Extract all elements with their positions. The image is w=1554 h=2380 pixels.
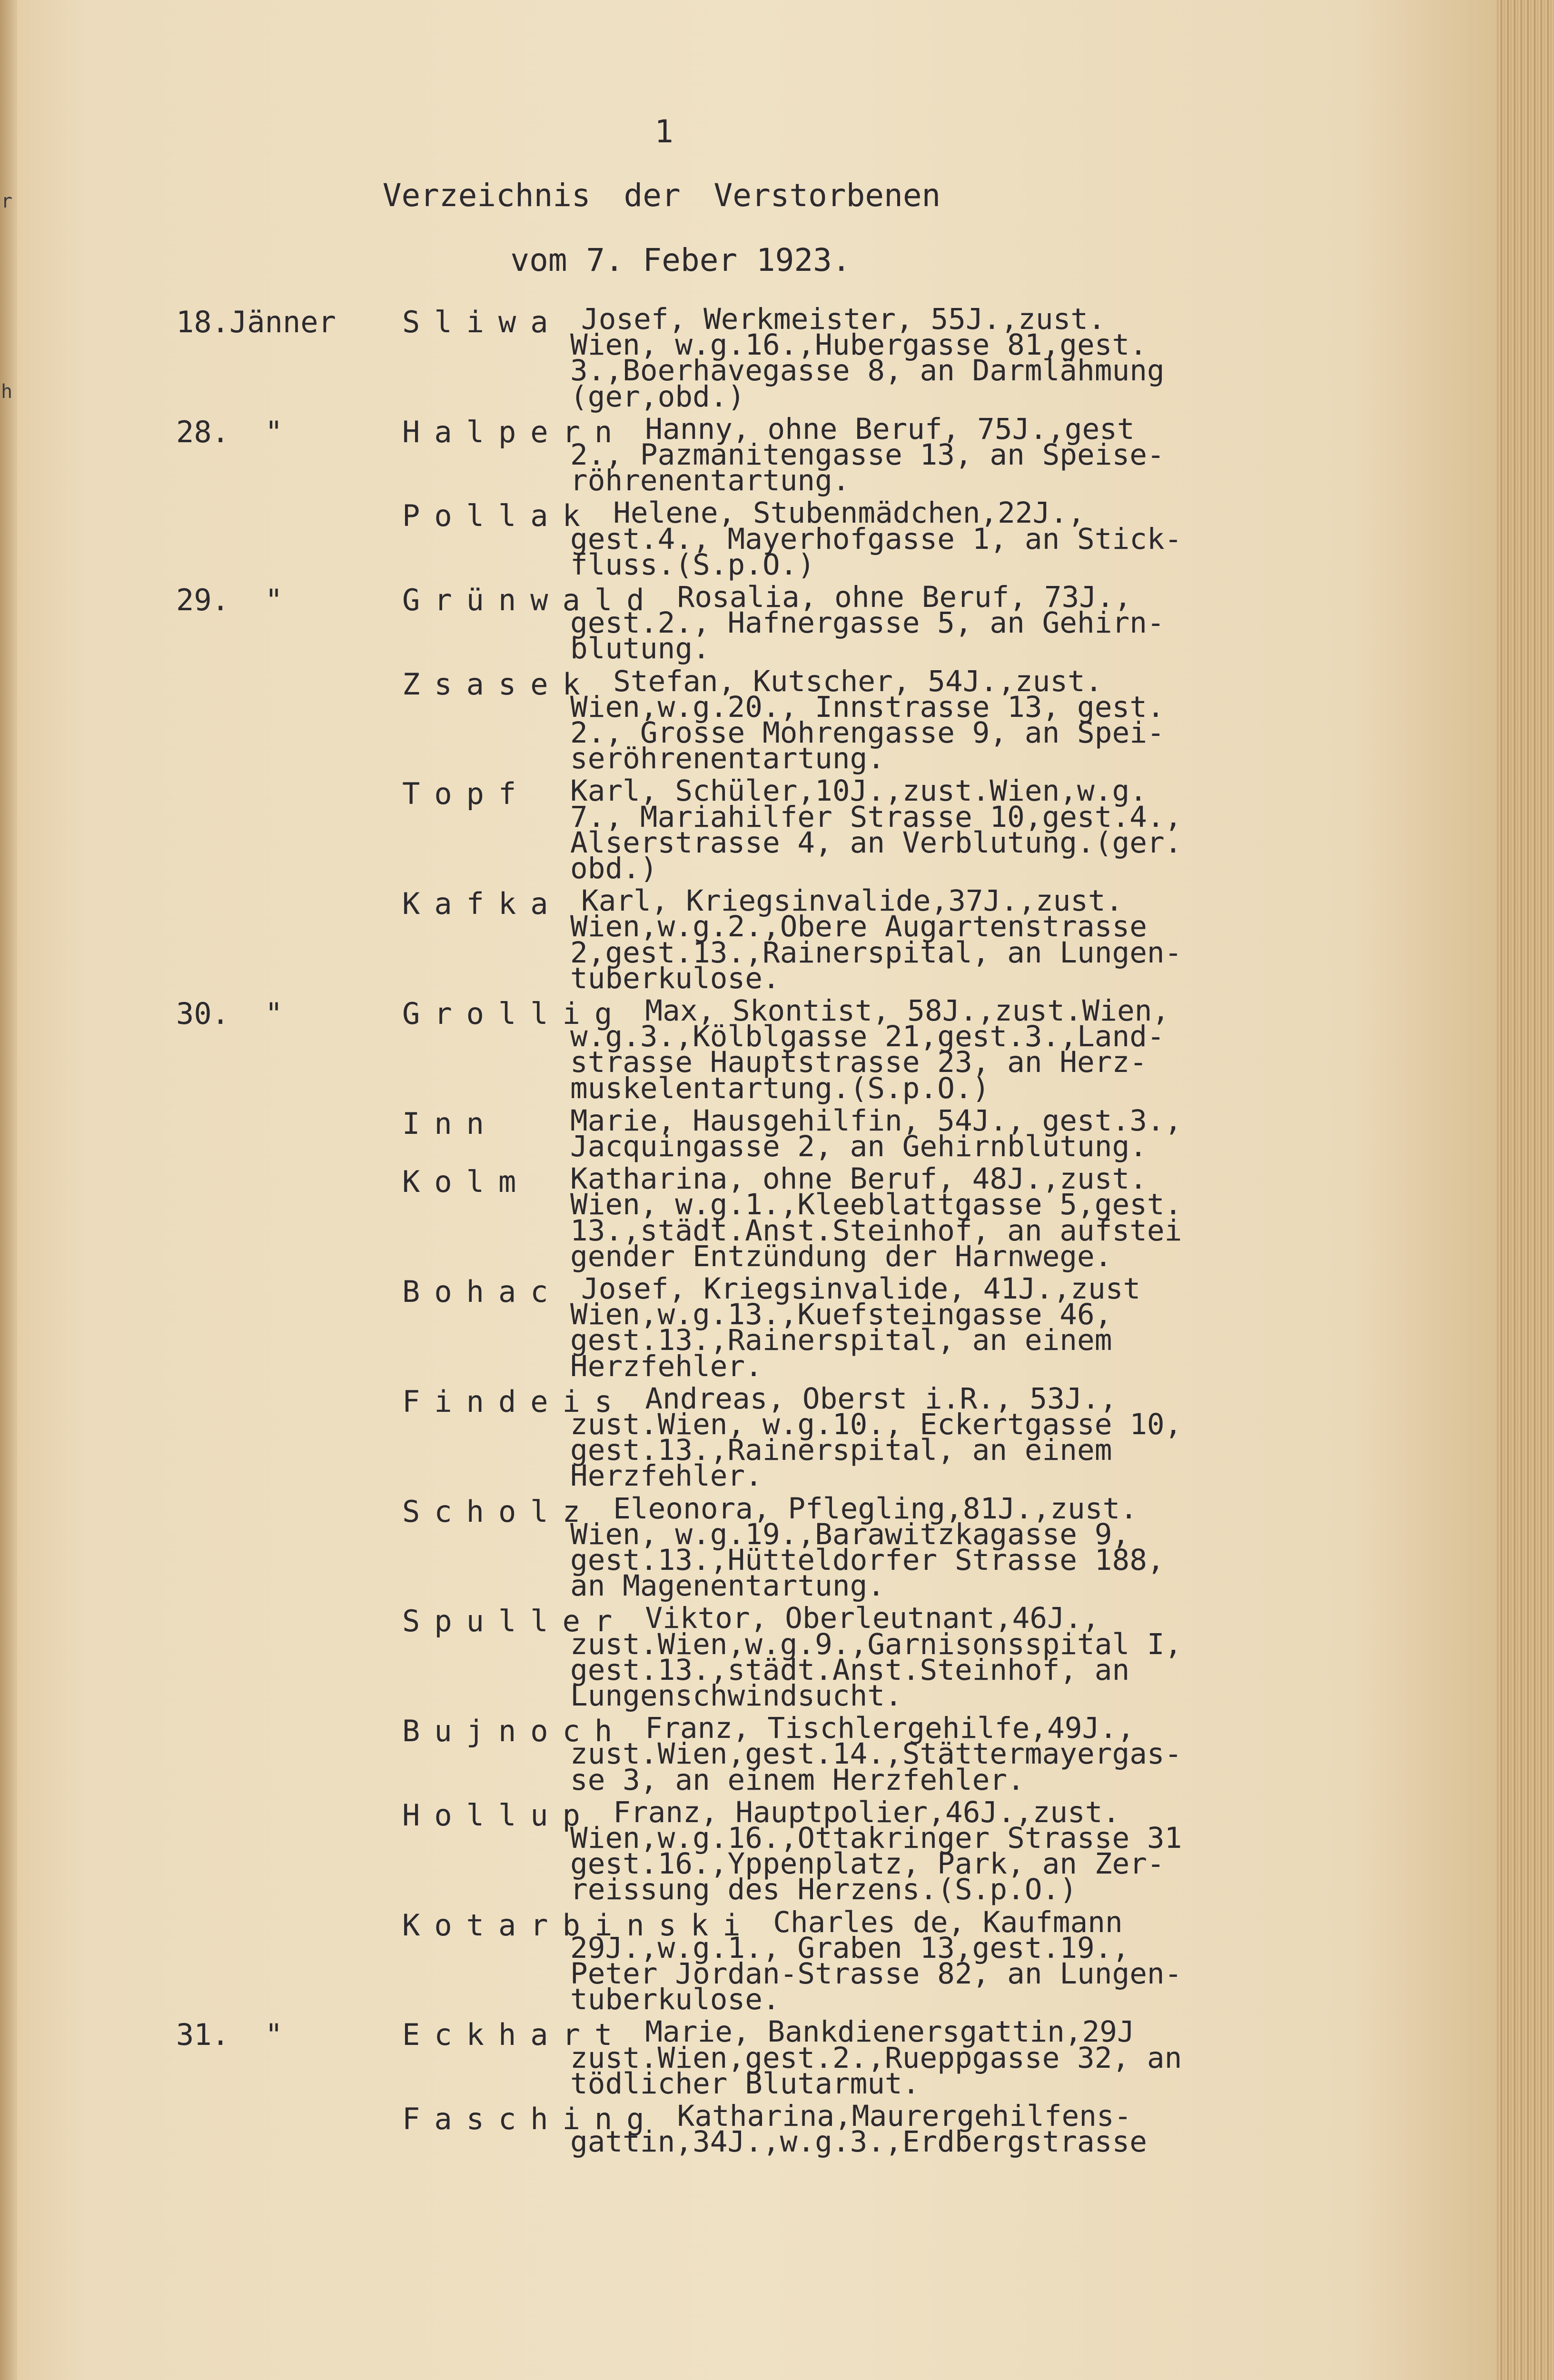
page-title: Verzeichnis der Verstorbenen [382,177,941,214]
entry-text-line: Josef, Kriegsinvalide, 41J.,zust [581,1272,1141,1306]
entry-text-line: Jacquingasse 2, an Gehirnblutung. [570,1130,1147,1163]
entry-text-line: gest.16.,Yppenplatz, Park, an Zer- [570,1847,1165,1881]
entry-surname: Bujnoch [402,1714,627,1749]
entry-surname: Pollak [402,498,594,534]
entry-text-line: Franz, Hauptpolier,46J.,zust. [613,1795,1120,1829]
entry-text-line: Karl, Kriegsinvalide,37J.,zust. [581,884,1123,918]
entry-text-line: gest.13.,Hütteldorfer Strasse 188, [570,1543,1165,1577]
entry-surname: Hollup [402,1797,594,1833]
entry-text-line: seröhrenentartung. [570,742,885,776]
entry-surname: Sliwa [402,305,563,339]
entry-surname: Grünwald [402,583,659,617]
entry-text-line: Max, Skontist, 58J.,zust.Wien, [645,994,1170,1028]
entry-text-line: reissung des Herzens.(S.p.O.) [570,1873,1078,1907]
entry-text-line: 3.,Boerhavegasse 8, an Darmlähmung [570,354,1165,388]
entry-surname: Kolm [402,1164,531,1200]
entry-text-line: gest.13.,Rainerspital, an einem [570,1433,1112,1468]
entry-text-line: Wien, w.g.1.,Kleeblattgasse 5,gest. [570,1188,1182,1222]
page-number: 1 [654,113,673,150]
entry-text-line: Viktor, Oberleutnant,46J., [645,1601,1100,1636]
entry-date: 31. " [176,2017,283,2053]
entry-surname: Findeis [402,1384,627,1419]
entry-text-line: gest.2., Hafnergasse 5, an Gehirn- [570,606,1165,640]
entry-surname: Bohac [402,1274,563,1309]
entry-text-line: obd.) [570,852,658,885]
entry-text-line: w.g.3.,Kölblgasse 21,gest.3.,Land- [570,1020,1165,1054]
entry-text-line: gest.13.,Rainerspital, an einem [570,1323,1112,1358]
entry-text-line: Wien,w.g.13.,Kuefsteingasse 46, [570,1298,1112,1332]
entry-text-line: Katharina, ohne Beruf, 48J.,zust. [570,1162,1147,1196]
entry-text-line: gattin,34J.,w.g.3.,Erdbergstrasse [570,2125,1147,2159]
entry-date: 28. " [176,414,283,449]
entry-text-line: Peter Jordan-Strasse 82, an Lungen- [570,1957,1182,1991]
entry-text-line: Eleonora, Pflegling,81J.,zust. [613,1491,1138,1526]
entry-text-line: Herzfehler. [570,1349,762,1383]
entry-date: 30. " [176,996,283,1031]
entry-surname: Kotarbinski [402,1907,755,1943]
margin-mark: r [1,190,13,212]
entry-text-line: Wien, w.g.19.,Barawitzkagasse 9, [570,1517,1130,1551]
book-binding [0,0,17,2380]
entry-text-line: Rosalia, ohne Beruf, 73J., [677,580,1132,614]
entry-surname: Topf [402,776,531,812]
entry-text-line: strasse Hauptstrasse 23, an Herz- [570,1045,1147,1080]
entry-text-line: Helene, Stubenmädchen,22J., [613,496,1085,530]
entry-date: 29. " [176,583,283,617]
entry-text-line: zust.Wien, w.g.10., Eckertgasse 10, [570,1408,1182,1441]
entry-text-line: fluss.(S.p.O.) [570,547,815,582]
entry-text-line: Marie, Hausgehilfin, 54J., gest.3., [570,1103,1182,1138]
entry-surname: Scholz [402,1494,594,1529]
entry-text-line: Josef, Werkmeister, 55J.,zust. [581,302,1106,336]
entry-text-line: gest.13.,städt.Anst.Steinhof, an [570,1653,1130,1687]
entry-text-line: 29J.,w.g.1., Graben 13,gest.19., [570,1931,1130,1965]
entry-text-line: an Magenentartung. [570,1569,885,1603]
entry-text-line: Marie, Bankdienersgattin,29J [645,2015,1135,2049]
entry-text-line: Hanny, ohne Beruf, 75J.,gest [645,412,1135,446]
entry-text-line: 2., Pazmanitengasse 13, an Speise- [570,438,1165,472]
entry-surname: Halpern [402,414,627,449]
page-subtitle: vom 7. Feber 1923. [510,242,851,278]
entry-text-line: (ger,obd.) [570,379,745,414]
entry-text-line: Wien,w.g.2.,Obere Augartenstrasse [570,910,1147,944]
entry-text-line: tuberkulose. [570,961,780,995]
entry-text-line: 7., Mariahilfer Strasse 10,gest.4., [570,800,1182,834]
entry-text-line: 13.,städt.Anst.Steinhof, an aufstei [570,1213,1182,1248]
entry-text-line: se 3, an einem Herzfehler. [570,1763,1025,1797]
entry-text-line: gender Entzündung der Harnwege. [570,1239,1112,1273]
entry-surname: Grollig [402,996,627,1031]
entry-text-line: Karl, Schüler,10J.,zust.Wien,w.g. [570,774,1147,808]
entry-text-line: tuberkulose. [570,1983,780,2017]
page-edges [1497,0,1554,2380]
margin-mark: h [1,381,13,403]
entry-text-line: gest.4., Mayerhofgasse 1, an Stick- [570,522,1182,556]
entry-text-line: 2., Grosse Mohrengasse 9, an Spei- [570,716,1165,750]
entry-text-line: Charles de, Kaufmann [773,1905,1123,1939]
entry-text-line: Katharina,Maurergehilfens- [677,2099,1132,2133]
entry-surname: Kafka [402,886,563,922]
entry-surname: Fasching [402,2102,659,2136]
entry-text-line: Wien, w.g.16.,Hubergasse 81,gest. [570,328,1147,362]
entry-text-line: zust.Wien,gest.14.,Stättermayergas- [570,1737,1182,1771]
entry-text-line: 2,gest.13.,Rainerspital, an Lungen- [570,935,1182,970]
entry-text-line: Franz, Tischlergehilfe,49J., [645,1711,1135,1745]
entry-text-line: Stefan, Kutscher, 54J.,zust. [613,664,1103,698]
entry-text-line: röhrenentartung. [570,464,850,498]
entry-surname: Inn [402,1106,498,1141]
entry-date: 18.Jänner [176,305,336,339]
entry-text-line: Herzfehler. [570,1459,762,1493]
entry-text-line: zust.Wien,gest.2.,Rueppgasse 32, an [570,2041,1182,2075]
entry-text-line: Wien,w.g.16.,Ottakringer Strasse 31 [570,1821,1182,1855]
entry-surname: Eckhart [402,2017,627,2053]
entry-text-line: Alserstrasse 4, an Verblutung.(ger. [570,825,1182,860]
entry-surname: Spuller [402,1604,627,1639]
entry-text-line: Wien,w.g.20., Innstrasse 13, gest. [570,690,1165,724]
entry-text-line: zust.Wien,w.g.9.,Garnisonsspital I, [570,1627,1182,1661]
entry-text-line: Lungenschwindsucht. [570,1679,902,1713]
entry-text-line: Andreas, Oberst i.R., 53J., [645,1381,1117,1416]
entry-text-line: muskelentartung.(S.p.O.) [570,1071,990,1105]
entry-text-line: blutung. [570,632,710,666]
entry-text-line: tödlicher Blutarmut. [570,2066,920,2101]
entry-surname: Zsasek [402,666,594,702]
